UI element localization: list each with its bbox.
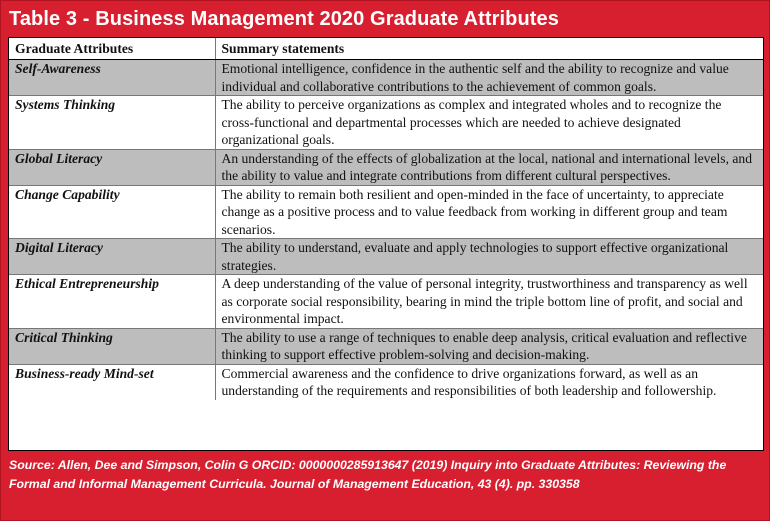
attributes-table bbox=[9, 38, 763, 400]
attribute-name: Digital Literacy bbox=[9, 239, 215, 275]
table-title: Table 3 - Business Management 2020 Graduate Attributes bbox=[9, 7, 559, 30]
table-row bbox=[9, 239, 763, 275]
attribute-name: Change Capability bbox=[9, 185, 215, 239]
table-row bbox=[9, 60, 763, 96]
table-row bbox=[9, 275, 763, 329]
table-row bbox=[9, 328, 763, 364]
attribute-summary: An understanding of the effects of globalization at the local, national and international levels, and the ability to value and integrate contributions from different cultural perspectives. bbox=[215, 149, 763, 185]
table-row bbox=[9, 185, 763, 239]
attribute-summary: The ability to perceive organizations as complex and integrated wholes and to recognize the cross-functional and departmental processes which are needed to achieve designated organizational goals. bbox=[215, 96, 763, 150]
attribute-name: Business-ready Mind-set bbox=[9, 364, 215, 400]
attribute-summary: A deep understanding of the value of personal integrity, trustworthiness and transparency as well as corporate social responsibility, bearing in mind the triple bottom line of profit, and social and environmental impact. bbox=[215, 275, 763, 329]
table-row bbox=[9, 149, 763, 185]
table-header-row bbox=[9, 38, 763, 60]
attribute-summary: The ability to use a range of techniques to enable deep analysis, critical evaluation and reflective thinking to support effective problem-solving and decision-making. bbox=[215, 328, 763, 364]
column-header-summary: Summary statements bbox=[215, 38, 763, 60]
source-citation: Source: Allen, Dee and Simpson, Colin G ORCID: 0000000285913647 (2019) Inquiry into Graduate Attributes: Reviewing the Formal and Informal Management Curricula. Journal of Management Education, 43 (4). pp. 330358 bbox=[9, 458, 727, 491]
attribute-name: Self-Awareness bbox=[9, 60, 215, 96]
attribute-summary: The ability to remain both resilient and open-minded in the face of uncertainty, to appreciate change as a positive process and to value feedback from working in different group and team scenarios. bbox=[215, 185, 763, 239]
attribute-name: Critical Thinking bbox=[9, 328, 215, 364]
table-panel bbox=[8, 37, 764, 451]
table-row bbox=[9, 96, 763, 150]
table-row bbox=[9, 364, 763, 400]
attribute-name: Ethical Entrepreneurship bbox=[9, 275, 215, 329]
attribute-name: Systems Thinking bbox=[9, 96, 215, 150]
attribute-summary: Emotional intelligence, confidence in the authentic self and the ability to recognize and value individual and collaborative contributions to the achievement of common goals. bbox=[215, 60, 763, 96]
attribute-summary: The ability to understand, evaluate and apply technologies to support effective organizational strategies. bbox=[215, 239, 763, 275]
attribute-summary: Commercial awareness and the confidence to drive organizations forward, as well as an understanding of the requirements and responsibilities of both leadership and followership. bbox=[215, 364, 763, 400]
attribute-name: Global Literacy bbox=[9, 149, 215, 185]
column-header-attributes: Graduate Attributes bbox=[9, 38, 215, 60]
